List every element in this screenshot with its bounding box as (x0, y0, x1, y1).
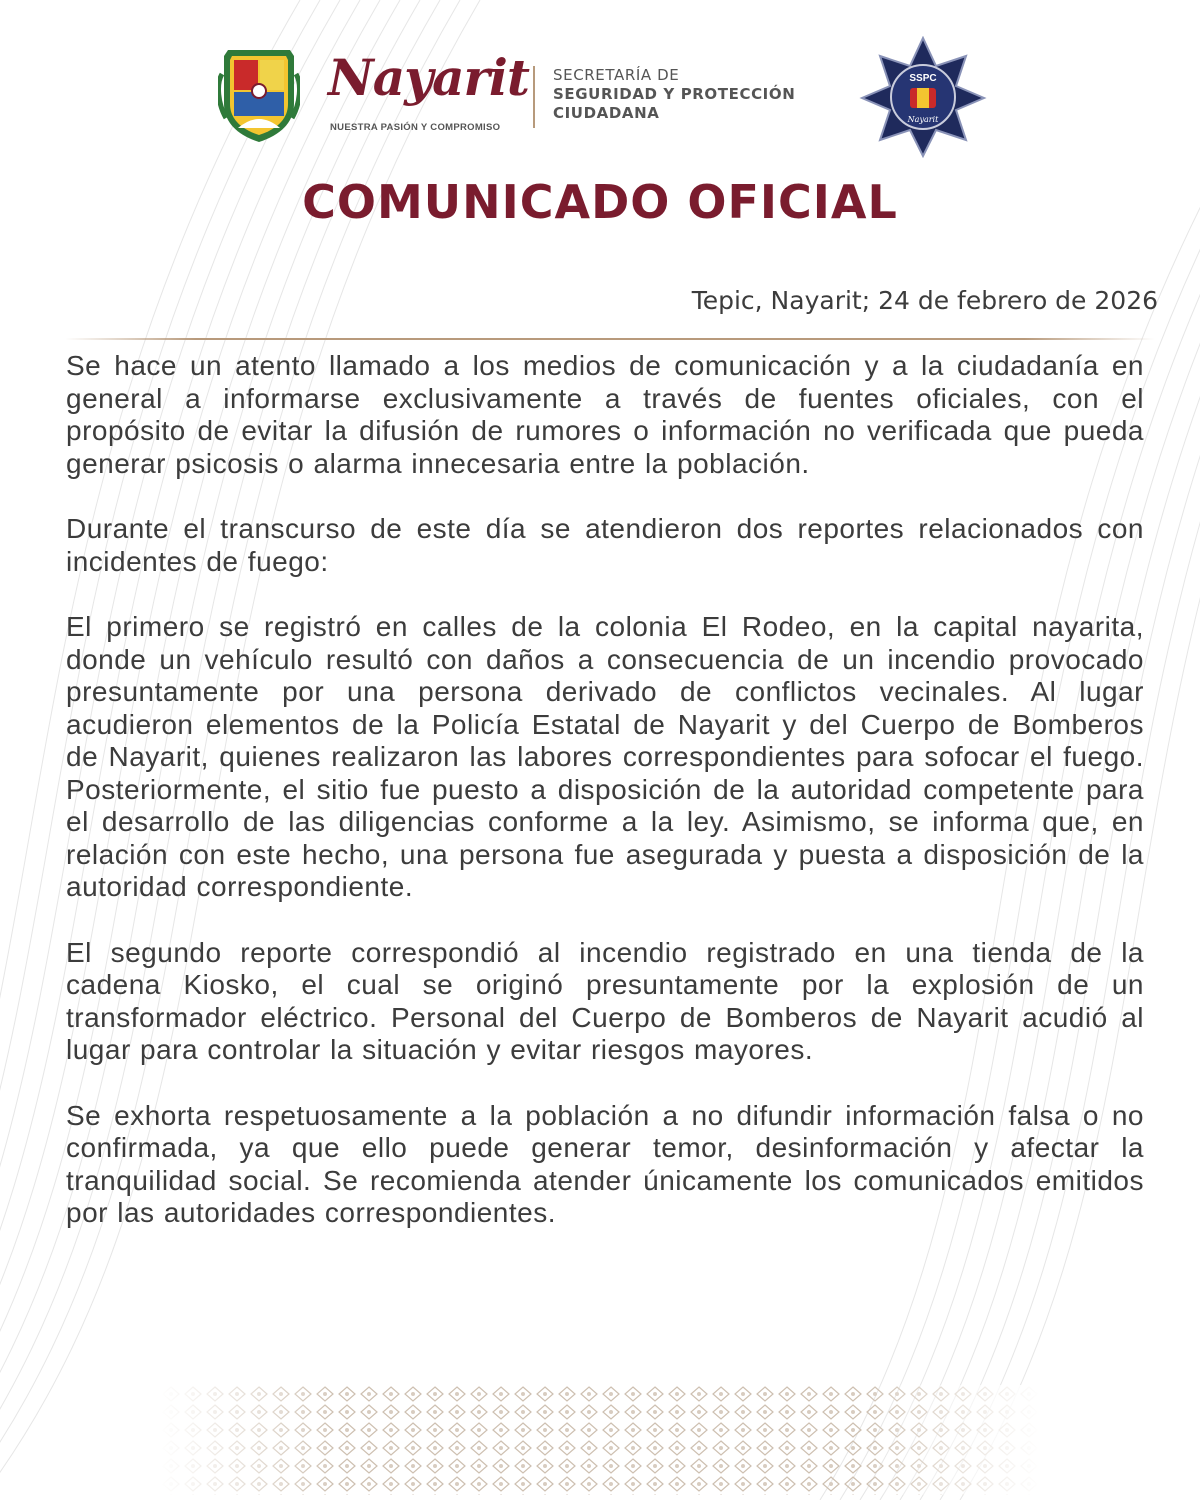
paragraph-1: Se hace un atento llamado a los medios de comunicación y a la ciudadanía en general a informarse exclusivamente a través de fuentes oficiales, con el propósito de evitar la difusión de rumores o información no verificada que pueda generar psicosis o alarma innecesaria entre la población. (66, 350, 1144, 479)
header-logos (0, 36, 1200, 166)
department-line-2: SEGURIDAD Y PROTECCIÓN (553, 85, 796, 103)
page-title: COMUNICADO OFICIAL (302, 175, 898, 229)
footer-ornament-pattern (160, 1385, 1040, 1495)
police-star-badge-icon (858, 36, 988, 158)
paragraph-2: Durante el transcurso de este día se atendieron dos reportes relacionados con incidentes de fuego: (66, 513, 1144, 577)
state-coat-of-arms-icon (218, 44, 300, 144)
department-line-1: SECRETARÍA DE (553, 66, 680, 84)
paragraph-3: El primero se registró en calles de la colonia El Rodeo, en la capital nayarita, donde un vehículo resultó con daños a consecuencia de un incendio provocado presuntamente por una persona derivado de conflictos vecinales. Al lugar acudieron elementos de la Policía Estatal de Nayarit y del Cuerpo de Bomberos de Nayarit, quienes realizaron las labores correspondientes para sofocar el fuego. Posteriormente, el sitio fue puesto a disposición de la autoridad competente para el desarrollo de las diligencias conforme a la ley. Asimismo, se informa que, en relación con este hecho, una persona fue asegurada y puesta a disposición de la autoridad correspondiente. (66, 611, 1144, 902)
date-line: Tepic, Nayarit; 24 de febrero de 2026 (691, 286, 1158, 315)
horizontal-rule (65, 338, 1155, 340)
badge-text: SSPC (909, 73, 937, 84)
badge-subtext: Nayarit (907, 115, 939, 124)
paragraph-4: El segundo reporte correspondió al incendio registrado en una tienda de la cadena Kiosko, el cual se originó presuntamente por la explosión de un transformador eléctrico. Personal del Cuerpo de Bomberos de Nayarit acudió al lugar para controlar la situación y evitar riesgos mayores. (66, 936, 1144, 1065)
department-line-3: CIUDADANA (553, 104, 660, 122)
paragraph-5: Se exhorta respetuosamente a la población a no difundir información falsa o no confirmada, ya que ello puede generar temor, desinformación y afectar la tranquilidad social. Se recomienda atender únicamente los comunicados emitidos por las autoridades correspondientes. (66, 1099, 1144, 1228)
header-divider (533, 66, 535, 128)
state-tagline: NUESTRA PASIÓN Y COMPROMISO (330, 122, 501, 133)
communique-body (66, 350, 1144, 1263)
department-name (553, 66, 795, 123)
state-wordmark: Nayarit (328, 48, 529, 107)
